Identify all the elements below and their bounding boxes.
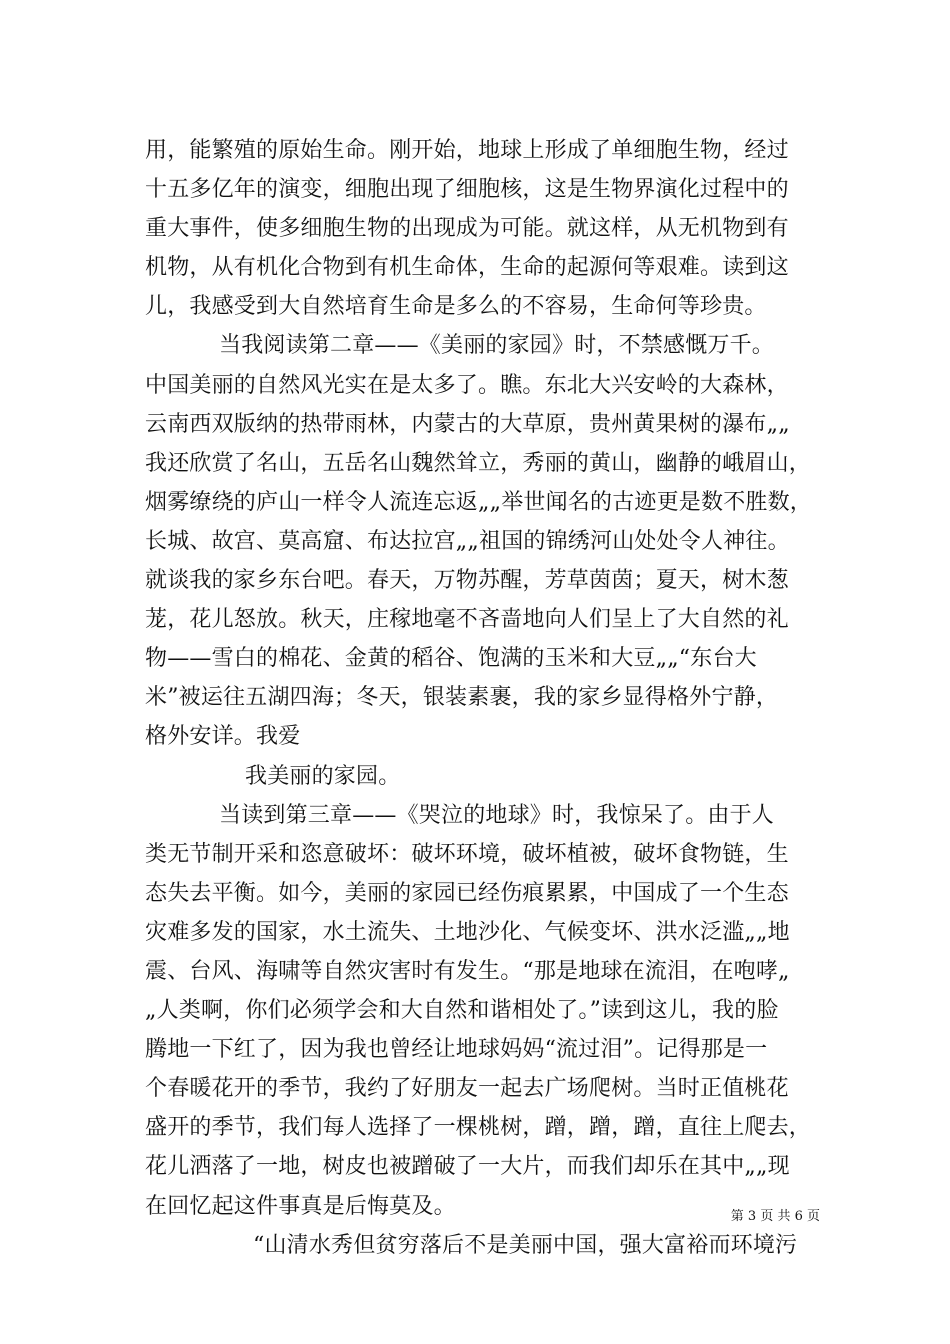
text-line: 机物，从有机化合物到有机生命体，生命的起源何等艰难。读到这 <box>145 255 789 281</box>
paragraph-start-line: “山清水秀但贫穷落后不是美丽中国，强大富裕而环境污 <box>253 1232 798 1258</box>
page-number-footer: 第 3 页 共 6 页 <box>730 1209 820 1224</box>
text-line: 我还欣赏了名山，五岳名山魏然耸立，秀丽的黄山，幽静的峨眉山， <box>145 450 812 476</box>
text-line: 米”被运往五湖四海；冬天，银装素裹，我的家乡显得格外宁静， <box>145 685 779 711</box>
body-text <box>145 131 825 1265</box>
paragraph-start-line: 当读到第三章——《哭泣的地球》时，我惊呆了。由于人 <box>219 802 775 828</box>
text-line: 震、台风、海啸等自然灾害时有发生。“那是地球在流泪，在咆哮„ <box>145 958 790 984</box>
text-line: 格外安详。我爱 <box>145 724 301 750</box>
paragraph-start-line: 我美丽的家园。 <box>245 763 401 789</box>
text-line: 中国美丽的自然风光实在是太多了。瞧。东北大兴安岭的大森林， <box>145 372 789 398</box>
text-line: 灾难多发的国家，水土流失、土地沙化、气候变坏、洪水泛滥„„地 <box>145 919 790 945</box>
text-line: 盛开的季节，我们每人选择了一棵桃树，蹭，蹭，蹭，直往上爬去， <box>145 1115 812 1141</box>
text-line: 态失去平衡。如今，美丽的家园已经伤痕累累，中国成了一个生态 <box>145 880 789 906</box>
paragraph-start-line: 当我阅读第二章——《美丽的家园》时，不禁感慨万千。 <box>219 333 775 359</box>
text-line: 茏，花儿怒放。秋天，庄稼地毫不吝啬地向人们呈上了大自然的礼 <box>145 607 789 633</box>
text-line: 十五多亿年的演变，细胞出现了细胞核，这是生物界演化过程中的 <box>145 177 789 203</box>
text-line: 花儿洒落了一地，树皮也被蹭破了一大片，而我们却乐在其中„„现 <box>145 1154 790 1180</box>
text-line: „人类啊，你们必须学会和大自然和谐相处了。”读到这儿，我的脸 <box>145 998 779 1024</box>
text-line: 用，能繁殖的原始生命。刚开始，地球上形成了单细胞生物，经过 <box>145 138 789 163</box>
text-line: 物——雪白的棉花、金黄的稻谷、饱满的玉米和大豆„„“东台大 <box>145 646 757 672</box>
text-line: 类无节制开采和恣意破坏：破坏环境，破坏植被，破坏食物链，生 <box>145 841 789 867</box>
text-line: 腾地一下红了，因为我也曾经让地球妈妈“流过泪”。记得那是一 <box>145 1037 768 1063</box>
text-line: 长城、故宫、莫高窟、布达拉宫„„祖国的锦绣河山处处令人神往。 <box>145 528 790 554</box>
text-line: 儿，我感受到大自然培育生命是多么的不容易，生命何等珍贵。 <box>145 294 767 320</box>
text-line: 重大事件，使多细胞生物的出现成为可能。就这样，从无机物到有 <box>145 216 789 242</box>
text-line: 在回忆起这件事真是后悔莫及。 <box>145 1193 456 1219</box>
text-line: 烟雾缭绕的庐山一样令人流连忘返„„举世闻名的古迹更是数不胜数， <box>145 489 812 515</box>
text-line: 云南西双版纳的热带雨林，内蒙古的大草原，贵州黄果树的瀑布„„ <box>145 411 790 437</box>
text-line: 个春暖花开的季节，我约了好朋友一起去广场爬树。当时正值桃花 <box>145 1076 789 1102</box>
text-line: 就谈我的家乡东台吧。春天，万物苏醒，芳草茵茵；夏天，树木葱 <box>145 568 789 594</box>
